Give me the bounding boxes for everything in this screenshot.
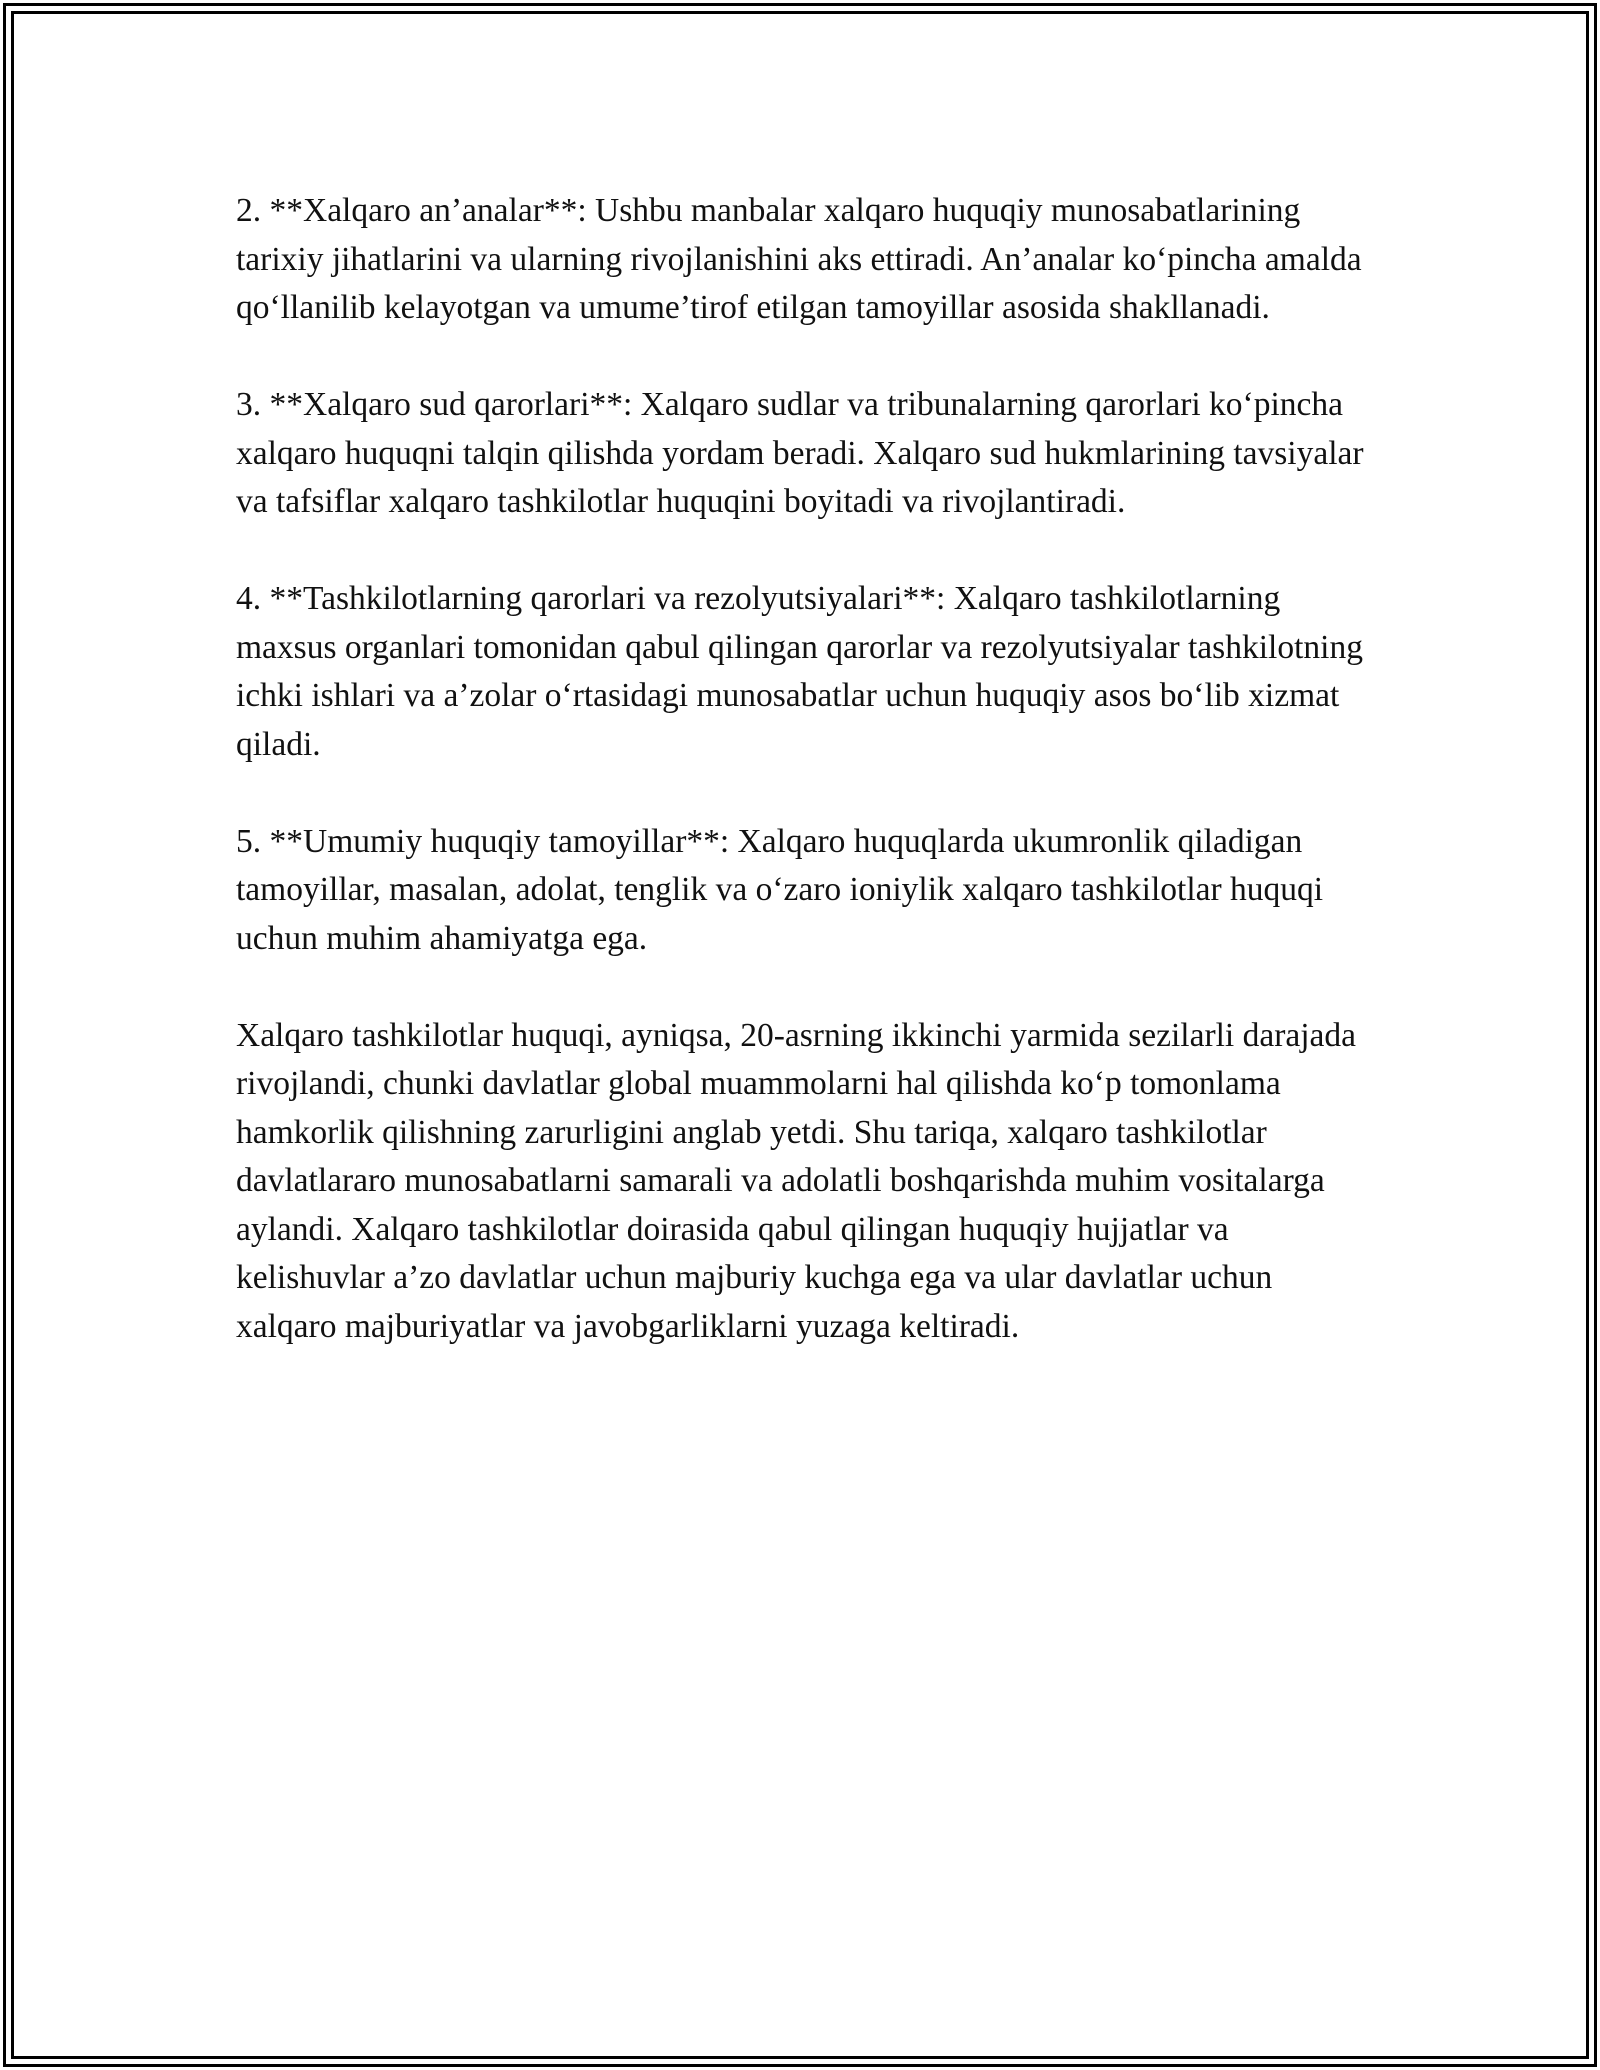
document-body xyxy=(236,187,1376,1351)
paragraph-general-principles: 5. **Umumiy huquqiy tamoyillar**: Xalqaro huquqlarda ukumronlik qiladigan tamoyillar, masalan, adolat, tenglik va o‘zaro ioniylik xalqaro tashkilotlar huquqi uchun muhim ahamiyatga ega. xyxy=(236,822,1324,957)
paragraph-resolutions: 4. **Tashkilotlarning qarorlari va rezolyutsiyalari**: Xalqaro tashkilotlarning maxsus organlari tomonidan qabul qilingan qarorlar va rezolyutsiyalar tashkilotning ichki ishlari va a’zolar o‘rtasidagi munosabatlar uchun huquqiy asos bo‘lib xizmat qiladi. xyxy=(236,580,1363,763)
paragraph-customs: 2. **Xalqaro an’analar**: Ushbu manbalar xalqaro huquqiy munosabatlarining tarixiy jihatlarini va ularning rivojlanishini aks ettiradi. An’analar ko‘pincha amalda qo‘llanilib kelayotgan va umume’tirof etilgan tamoyillar asosida shakllanadi. xyxy=(236,192,1362,326)
paragraph-court-decisions: 3. **Xalqaro sud qarorlari**: Xalqaro sudlar va tribunalarning qarorlari ko‘pincha xalqaro huquqni talqin qilishda yordam beradi. Xalqaro sud hukmlarining tavsiyalar va tafsiflar xalqaro tashkilotlar huquqini boyitadi va rivojlantiradi. xyxy=(236,386,1364,520)
paragraph-conclusion: Xalqaro tashkilotlar huquqi, ayniqsa, 20-asrning ikkinchi yarmida sezilarli darajada rivojlandi, chunki davlatlar global muammolarni hal qilishda ko‘p tomonlama hamkorlik qilishning zarurligini anglab yetdi. Shu tariqa, xalqaro tashkilotlar davlatlararo munosabatlarni samarali va adolatli boshqarishda muhim vositalarga aylandi. Xalqaro tashkilotlar doirasida qabul qilingan huquqiy hujjatlar va kelishuvlar a’zo davlatlar uchun majburiy kuchga ega va ular davlatlar uchun xalqaro majburiyatlar va javobgarliklarni yuzaga keltiradi. xyxy=(236,1016,1357,1345)
